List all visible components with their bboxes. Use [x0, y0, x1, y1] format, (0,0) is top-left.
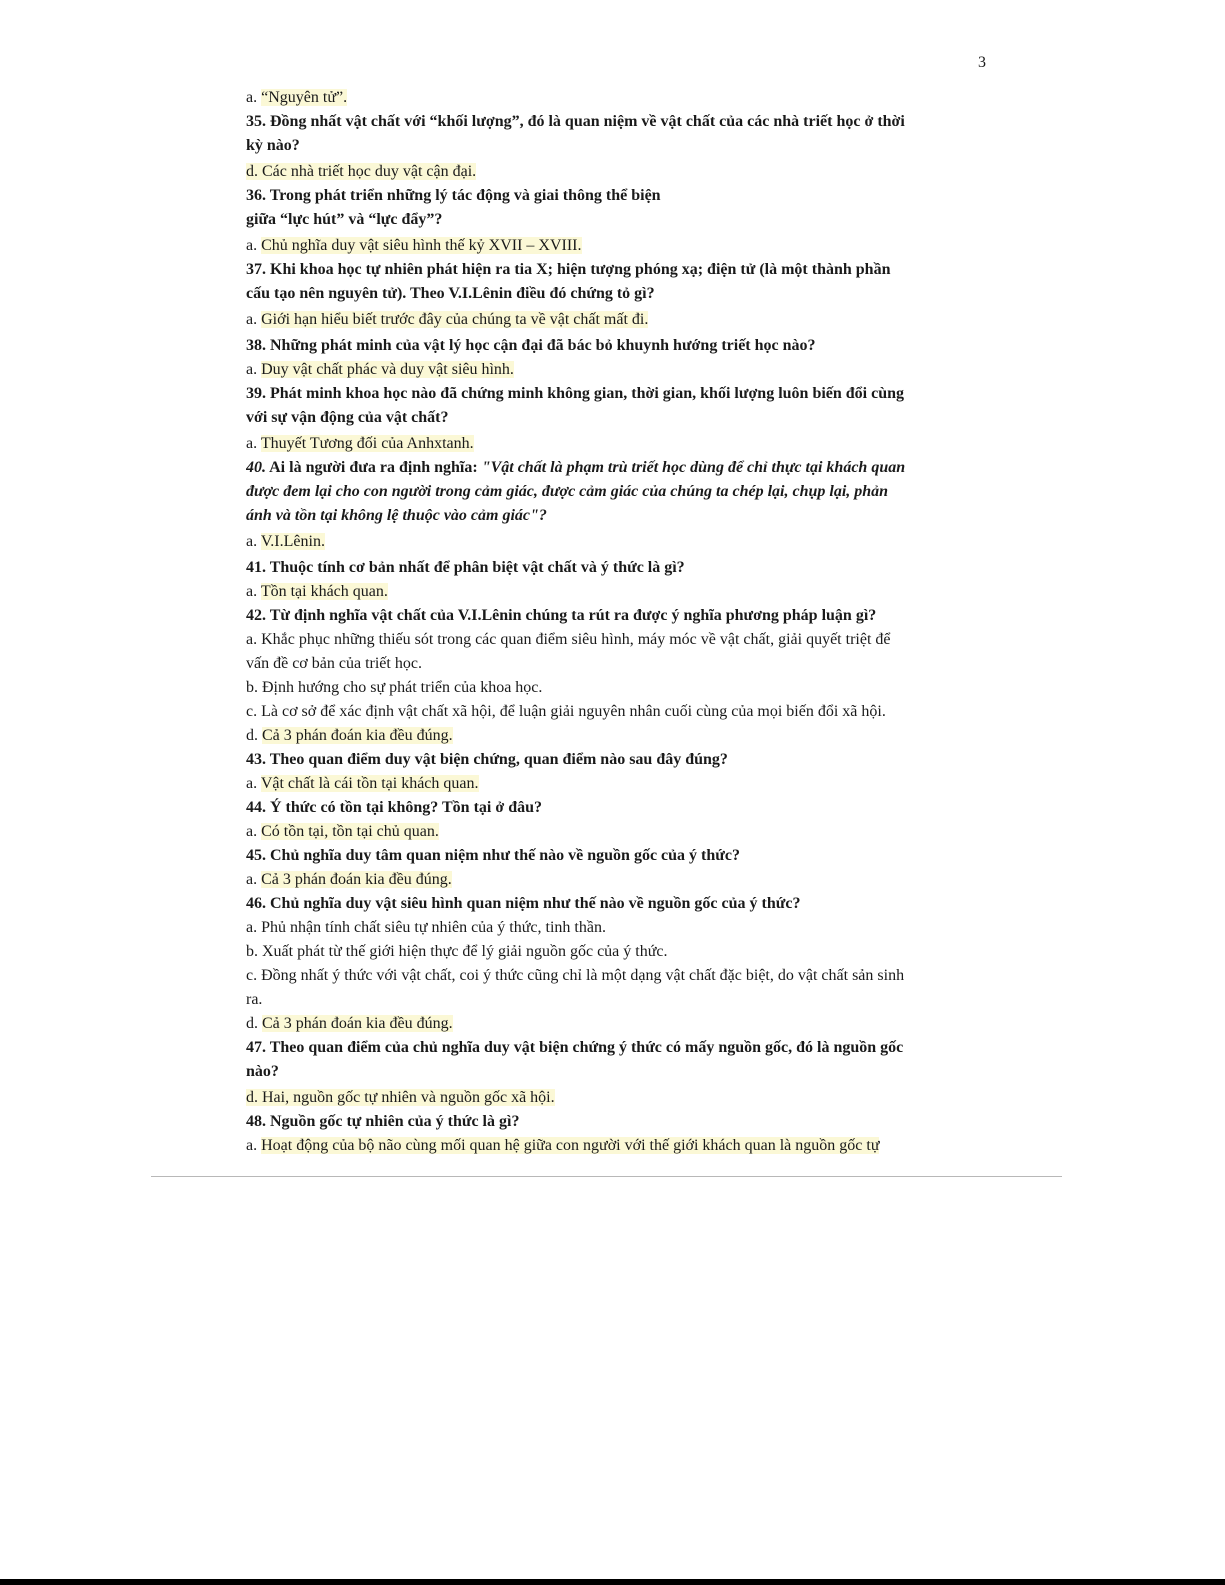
answer-label: a. [246, 311, 262, 328]
question-text: Ai là người đưa ra định nghĩa: [266, 459, 482, 476]
answer-label: a. [246, 583, 261, 600]
answer-label: a. [246, 533, 261, 550]
answer-label: a. [246, 775, 261, 792]
answer-label: a. [246, 89, 262, 106]
question-40 [246, 456, 992, 480]
answer-line [246, 580, 992, 604]
answer-highlight: Vật chất là cái tồn tại khách quan. [260, 775, 479, 792]
option-line: b. Xuất phát từ thế giới hiện thực để lý giải nguồn gốc của ý thức. [246, 943, 668, 960]
answer-highlight: Chủ nghĩa duy vật siêu hình thế kỷ XVII – XVIII. [261, 237, 582, 254]
question-line: nào? [246, 1063, 279, 1080]
question-47: 47. Theo quan điểm của chủ nghĩa duy vật biện chứng ý thức có mấy nguồn gốc, đó là nguồn gốc [246, 1039, 904, 1056]
answer-line [246, 820, 992, 844]
question-44: 44. Ý thức có tồn tại không? Tồn tại ở đâu? [246, 799, 542, 816]
question-line: giữa “lực hút” và “lực đẩy”? [246, 211, 443, 228]
answer-line [246, 1086, 992, 1110]
page-number: 3 [978, 54, 986, 71]
answer-label: d. [246, 1015, 262, 1032]
answer-highlight: Cả 3 phán đoán kia đều đúng. [262, 1015, 453, 1032]
answer-highlight: Duy vật chất phác và duy vật siêu hình. [261, 361, 514, 378]
option-line: c. Đồng nhất ý thức với vật chất, coi ý thức cũng chỉ là một dạng vật chất đặc biệt, do vật chất sản sinh [246, 967, 905, 984]
answer-line [246, 160, 992, 184]
answer-highlight: Có tồn tại, tồn tại chủ quan. [261, 823, 439, 840]
answer-line [246, 86, 992, 110]
answer-label: a. [246, 435, 261, 452]
page-edge-bar [0, 1579, 1225, 1585]
answer-line [246, 1134, 992, 1158]
answer-line [246, 530, 992, 554]
question-41: 41. Thuộc tính cơ bản nhất để phân biệt vật chất và ý thức là gì? [246, 559, 685, 576]
question-38: 38. Những phát minh của vật lý học cận đại đã bác bỏ khuynh hướng triết học nào? [246, 337, 816, 354]
answer-line [246, 772, 992, 796]
definition-quote-line: ánh và tồn tại không lệ thuộc vào cảm giác"? [246, 507, 547, 524]
answer-label: d. [246, 727, 262, 744]
answer-line [246, 234, 992, 258]
answer-line [246, 868, 992, 892]
option-line: a. Phủ nhận tính chất siêu tự nhiên của ý thức, tinh thần. [246, 919, 606, 936]
answer-highlight: Thuyết Tương đối của Anhxtanh. [260, 435, 474, 452]
answer-label: a. [246, 823, 262, 840]
question-line: kỳ nào? [246, 137, 300, 154]
question-37: 37. Khi khoa học tự nhiên phát hiện ra tia X; hiện tượng phóng xạ; điện tử (là một thành phần [246, 261, 891, 278]
answer-highlight: Tồn tại khách quan. [260, 583, 388, 600]
question-line: với sự vận động của vật chất? [246, 409, 449, 426]
document-body [246, 86, 992, 1158]
answer-highlight: V.I.Lênin. [260, 533, 325, 550]
answer-highlight: Giới hạn hiểu biết trước đây của chúng ta về vật chất mất đi. [261, 311, 649, 328]
option-line: a. Khắc phục những thiếu sót trong các quan điểm siêu hình, máy móc về vật chất, giải quyết triệt để [246, 631, 891, 648]
answer-line [246, 724, 992, 748]
answer-line [246, 1012, 992, 1036]
question-45: 45. Chủ nghĩa duy tâm quan niệm như thế nào về nguồn gốc của ý thức? [246, 847, 740, 864]
answer-line [246, 308, 992, 332]
option-line: b. Định hướng cho sự phát triển của khoa học. [246, 679, 543, 696]
question-number: 40. [246, 459, 266, 476]
answer-line [246, 358, 992, 382]
question-35: 35. Đồng nhất vật chất với “khối lượng”, đó là quan niệm về vật chất của các nhà triết học ở thời [246, 113, 905, 130]
page-divider [151, 1176, 1062, 1177]
option-line: c. Là cơ sở để xác định vật chất xã hội, để luận giải nguyên nhân cuối cùng của mọi biến đổi xã hội. [246, 703, 886, 720]
answer-highlight: d. Hai, nguồn gốc tự nhiên và nguồn gốc xã hội. [246, 1089, 555, 1106]
option-line: vấn đề cơ bản của triết học. [246, 655, 422, 672]
answer-highlight: d. Các nhà triết học duy vật cận đại. [246, 163, 477, 180]
answer-line [246, 432, 992, 456]
answer-label: a. [246, 361, 262, 378]
question-46: 46. Chủ nghĩa duy vật siêu hình quan niệm như thế nào về nguồn gốc của ý thức? [246, 895, 801, 912]
answer-highlight: “Nguyên tử”. [261, 89, 348, 106]
answer-highlight: Cả 3 phán đoán kia đều đúng. [262, 727, 453, 744]
answer-label: a. [246, 871, 262, 888]
question-48: 48. Nguồn gốc tự nhiên của ý thức là gì? [246, 1113, 520, 1130]
definition-quote-line: được đem lại cho con người trong cảm giác, được cảm giác của chúng ta chép lại, chụp lại, phản [246, 483, 889, 500]
answer-highlight: Cả 3 phán đoán kia đều đúng. [261, 871, 452, 888]
answer-highlight: Hoạt động của bộ não cùng mối quan hệ giữa con người với thế giới khách quan là nguồn gốc tự [261, 1137, 880, 1154]
answer-label: a. [246, 237, 262, 254]
question-line: cấu tạo nên nguyên tử). Theo V.I.Lênin điều đó chứng tỏ gì? [246, 285, 655, 302]
question-42: 42. Từ định nghĩa vật chất của V.I.Lênin chúng ta rút ra được ý nghĩa phương pháp luận gì? [246, 607, 877, 624]
question-36: 36. Trong phát triển những lý tác động và giai thông thể biện [246, 187, 661, 204]
answer-label: a. [246, 1137, 262, 1154]
option-line: ra. [246, 991, 263, 1008]
question-43: 43. Theo quan điểm duy vật biện chứng, quan điểm nào sau đây đúng? [246, 751, 728, 768]
definition-quote: "Vật chất là phạm trù triết học dùng để chỉ thực tại khách quan [481, 459, 906, 476]
question-39: 39. Phát minh khoa học nào đã chứng minh không gian, thời gian, khối lượng luôn biến đổi cùng [246, 385, 905, 402]
